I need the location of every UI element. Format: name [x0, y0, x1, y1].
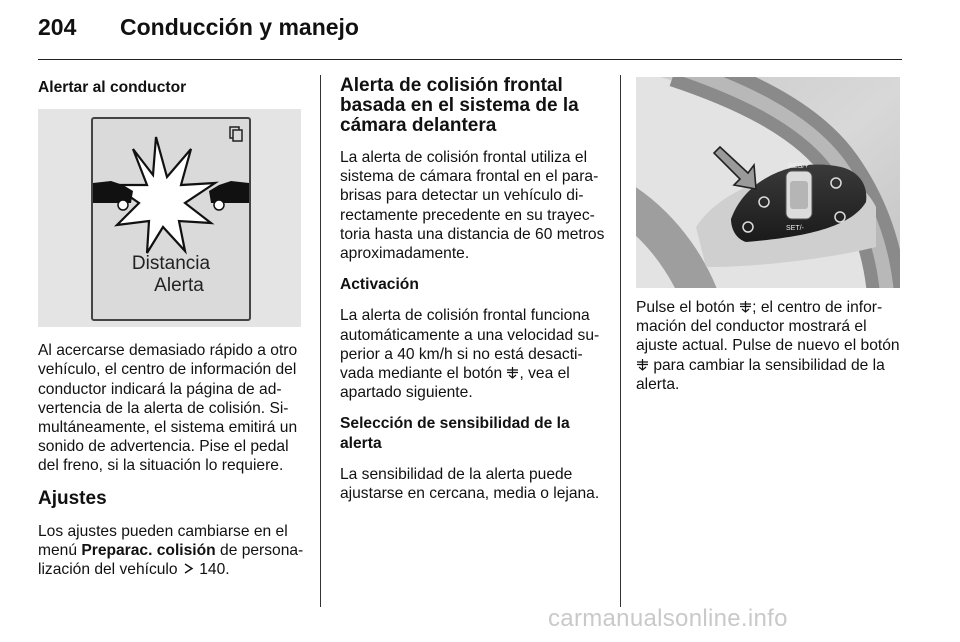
text-run: La alerta de colisión frontal funciona automáticamente a una velocidad su-perior a 40 km/h si no está desacti-vada mediante el botón [340, 307, 600, 383]
section-heading: Ajustes [38, 487, 107, 509]
display-text-alert: Alerta [154, 275, 204, 297]
body-paragraph [38, 522, 304, 580]
collision-alert-button-icon [636, 358, 649, 371]
set-label: SET/- [786, 225, 804, 232]
page-number: 204 [38, 14, 77, 40]
text-run: Pulse el botón [636, 299, 740, 316]
body-paragraph: La alerta de colisión frontal utiliza el sistema de cámara frontal en el para-brisas para detectar un vehículo di-rectamente precedente en su trayec-toria hasta una distancia de 60 metros aproximadamente. [340, 149, 605, 263]
steering-wheel-figure [636, 77, 900, 288]
subsection-heading: Selección de sensibilidad de la alerta [340, 415, 570, 452]
steering-wheel-illustration [636, 77, 900, 288]
page-reference: 140. [199, 561, 230, 579]
driver-info-display [91, 117, 251, 321]
body-paragraph: La sensibilidad de la alerta puede ajustarse en cercana, media o lejana. [340, 465, 600, 503]
collision-alert-button-icon [739, 300, 752, 313]
body-paragraph: Al acercarse demasiado rápido a otro vehículo, el centro de información del conductor indicará la página de ad-vertencia de la alerta de colisión. Si-multáneamente, el sistema emitirá un sonido de advertencia. Pise el pedal del freno, si la situación lo requiere. [38, 342, 298, 475]
column-1 [38, 72, 304, 591]
section-subhead: Alertar al conductor [38, 79, 187, 96]
column-divider [320, 75, 321, 607]
text-run: , vea el apartado siguiente. [340, 365, 570, 402]
page-header [38, 14, 359, 41]
text-run: para cambiar la sensibilidad de la alerta. [636, 356, 885, 393]
text-run: de persona-lización del vehículo [38, 541, 304, 579]
text-run: Los ajustes pueden cambiarse en el menú [38, 522, 288, 559]
body-paragraph [340, 306, 605, 402]
section-heading: Alerta de colisión frontal basada en el sistema de la cámara delantera [340, 75, 579, 136]
display-text-distance: Distancia [131, 253, 211, 275]
page-ref-arrow-icon [182, 562, 195, 575]
subsection-heading: Activación [340, 276, 419, 294]
page-title: Conducción y manejo [120, 14, 359, 40]
body-paragraph [636, 298, 904, 394]
menu-name: Preparac. colisión [81, 541, 216, 559]
collision-alert-figure [38, 109, 301, 327]
text-run: ; el centro de infor-mación del conductor mostrará el ajuste actual. Pulse de nuevo el botón [636, 299, 900, 355]
header-rule [38, 59, 902, 60]
page-symbol-icon [230, 127, 242, 141]
watermark: carmanualsonline.info [548, 605, 788, 632]
column-divider [620, 75, 621, 607]
collision-alert-button-icon [506, 366, 519, 379]
car-icon [209, 181, 249, 210]
column-3 [636, 298, 904, 406]
column-2 [340, 72, 605, 515]
res-label: RES/+ [788, 163, 809, 170]
